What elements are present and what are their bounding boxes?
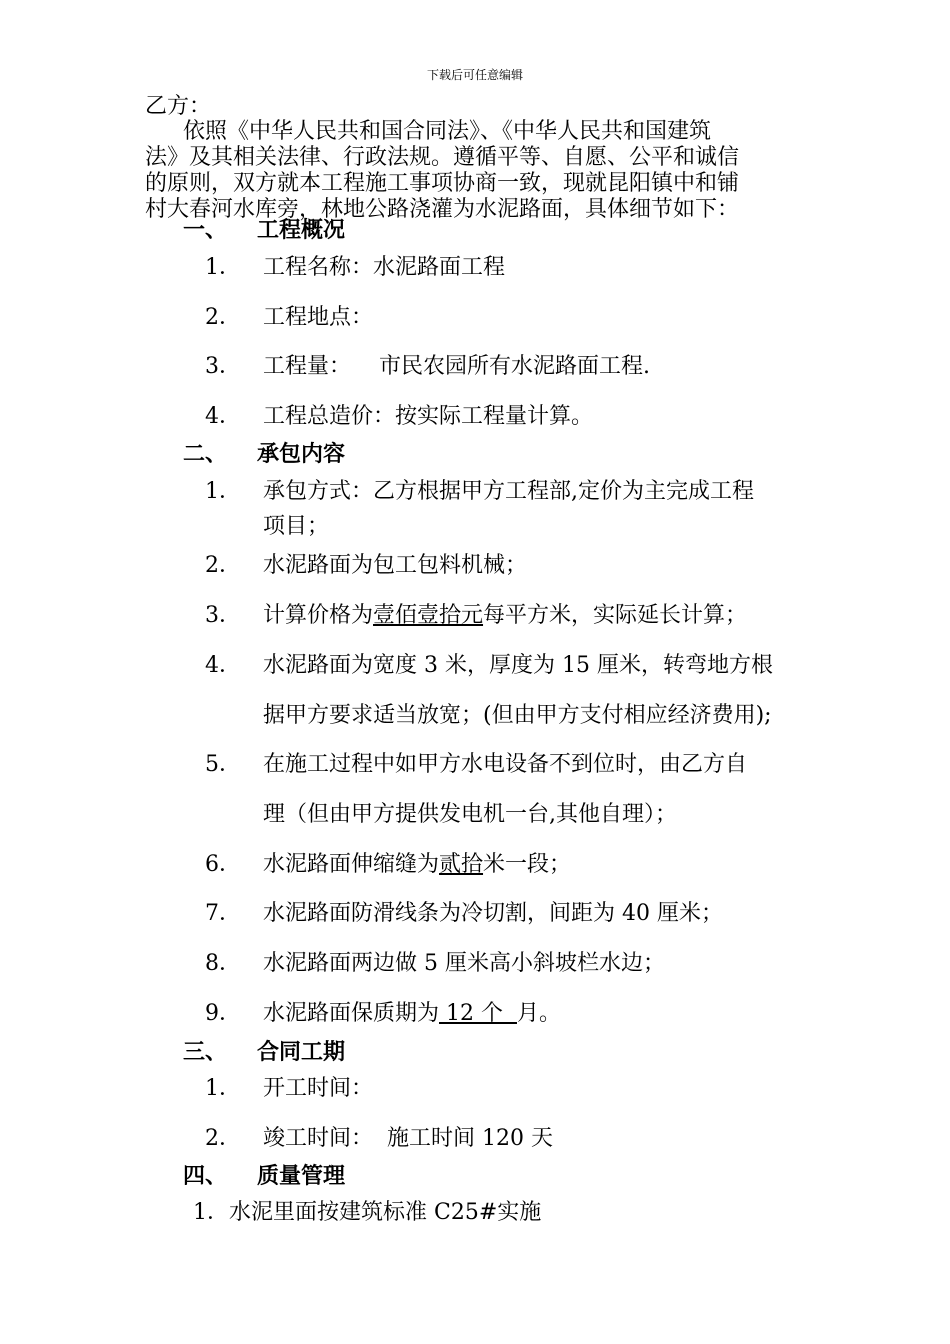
- section-number: 三、: [183, 1039, 228, 1065]
- list-item-text: 工程总造价：按实际工程量计算。: [263, 404, 594, 429]
- section-2-heading: [183, 441, 345, 467]
- header-note: 下载后可任意编辑: [426, 68, 523, 82]
- list-item: [205, 404, 241, 430]
- list-item-text: 水泥路面为宽度 3 米，厚度为 15 厘米，转弯地方根: [263, 653, 773, 678]
- text-post: 月。: [516, 1001, 561, 1026]
- intro-line: 村大春河水库旁，林地公路浇灌为水泥路面，具体细节如下：: [145, 197, 740, 222]
- section-number: 二、: [183, 441, 228, 467]
- section-number: 四、: [183, 1163, 228, 1189]
- item-number: 1．: [205, 479, 241, 504]
- party-b-label: 乙方：: [145, 94, 212, 119]
- list-item-text: 工程量： 市民农园所有水泥路面工程.: [263, 354, 650, 379]
- intro-paragraph: [145, 119, 805, 223]
- list-item-text: 项目；: [263, 514, 330, 539]
- item-number: 3．: [205, 603, 241, 628]
- list-item-text: 工程地点：: [263, 305, 374, 330]
- list-item-text: 据甲方要求适当放宽；(但由甲方支付相应经济费用);: [263, 703, 772, 728]
- section-title: 工程概况: [257, 217, 346, 243]
- item-number: 1．: [205, 1076, 241, 1101]
- warranty-value: 12 个: [439, 1001, 517, 1026]
- text-pre: 水泥路面保质期为: [263, 1001, 440, 1026]
- intro-line: 法》及其相关法律、行政法规。遵循平等、自愿、公平和诚信: [145, 145, 740, 170]
- text-post: 每平方米，实际延长计算；: [483, 603, 748, 628]
- item-number: 2．: [205, 553, 241, 578]
- item-number: 2．: [205, 305, 241, 330]
- text-post: 米一段；: [483, 852, 572, 877]
- item-number: 9．: [205, 1001, 241, 1026]
- item-number: 8．: [205, 951, 241, 976]
- section-number: 一、: [183, 217, 228, 243]
- text-pre: 水泥路面伸缩缝为: [263, 852, 440, 877]
- item-number: 2．: [205, 1126, 241, 1151]
- item-number: 1．: [205, 255, 241, 280]
- list-item-text: 水泥路面两边做 5 厘米高小斜坡栏水边；: [263, 951, 665, 976]
- intro-line: 的原则，双方就本工程施工事项协商一致，现就昆阳镇中和铺: [145, 171, 740, 196]
- list-item-text: [263, 603, 747, 629]
- list-item: [205, 255, 241, 281]
- section-title: 承包内容: [257, 441, 346, 467]
- item-number: 4．: [205, 653, 241, 678]
- section-1-heading: [183, 217, 345, 243]
- list-item-text: [263, 852, 571, 878]
- list-item-text: [263, 1001, 561, 1027]
- item-number: 4．: [205, 404, 241, 429]
- list-item-text: 理（但由甲方提供发电机一台,其他自理）；: [263, 802, 677, 827]
- list-item-text: 在施工过程中如甲方水电设备不到位时，由乙方自: [263, 752, 748, 777]
- section-4-heading: [183, 1163, 345, 1189]
- item-number: 3．: [205, 354, 241, 379]
- item-number: 5．: [205, 752, 241, 777]
- list-item-text: 1．水泥里面按建筑标准 C25#实施: [193, 1200, 542, 1225]
- list-item-text: 开工时间：: [263, 1076, 374, 1101]
- item-number: 7．: [205, 901, 241, 926]
- intro-line: 依照《中华人民共和国合同法》、《中华人民共和国建筑: [183, 119, 712, 144]
- item-number: 6．: [205, 852, 241, 877]
- list-item-text: 工程名称：水泥路面工程: [263, 255, 506, 280]
- price-value: 壹佰壹拾元: [373, 603, 484, 628]
- list-item: [205, 354, 241, 380]
- list-item-text: 水泥路面为包工包料机械；: [263, 553, 528, 578]
- list-item-text: 水泥路面防滑线条为冷切割，间距为 40 厘米；: [263, 901, 723, 926]
- list-item-text: 承包方式：乙方根据甲方工程部,定价为主完成工程: [263, 479, 754, 504]
- section-title: 质量管理: [257, 1163, 346, 1189]
- list-item: [205, 305, 241, 331]
- list-item-text: 竣工时间： 施工时间 120 天: [263, 1126, 553, 1151]
- section-3-heading: [183, 1039, 345, 1065]
- text-pre: 计算价格为: [263, 603, 374, 628]
- joint-spacing-value: 贰拾: [439, 852, 484, 877]
- section-title: 合同工期: [257, 1039, 346, 1065]
